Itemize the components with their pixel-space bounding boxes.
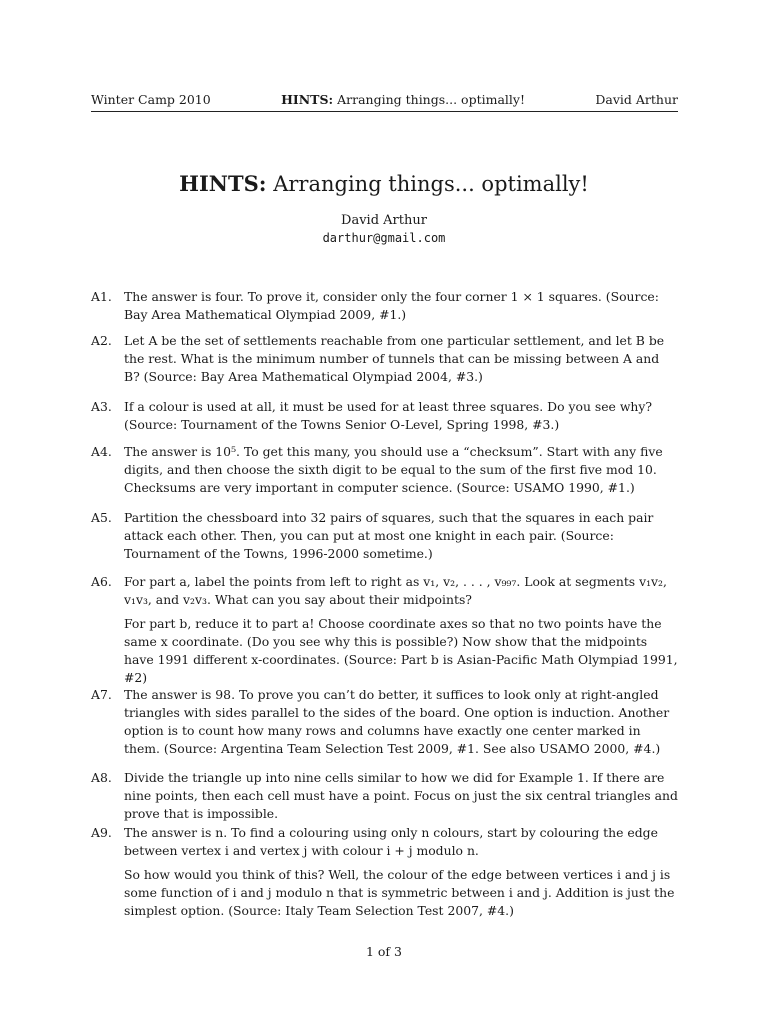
hint-a6 [91,573,678,687]
running-header [91,92,678,112]
hint-label: A5. [91,510,112,525]
hint-paragraph: The answer is 10⁵. To get this many, you should use a “checksum”. Start with any five digits, and then choose the sixth digit to be equal to the sum of the first five mod 10. Checksums are very important in computer science. (Source: USAMO 1990, #1.) [124,444,663,495]
author-email: darthur@gmail.com [322,231,446,245]
hint-paragraph: The answer is 98. To prove you can’t do better, it suffices to look only at right-angled triangles with sides parallel to the sides of the board. One option is induction. Another option is to count how many rows and columns have exactly one center marked in them. (Source: Argentina Team Selection Test 2009, #1. See also USAMO 2000, #4.) [124,687,670,756]
hint-paragraph: For part a, label the points from left to right as v₁, v₂, . . . , v₉₉₇. Look at segments v₁v₂, v₁v₃, and v₂v₃. What can you say about their midpoints? [124,574,667,607]
header-left: Winter Camp 2010 [91,92,211,107]
hint-a1 [91,288,678,324]
hint-label: A1. [91,289,112,304]
hint-label: A6. [91,574,112,589]
hint-a7 [91,686,678,758]
hint-paragraph: Let A be the set of settlements reachable from one particular settlement, and let B be the rest. What is the minimum number of tunnels that can be missing between A and B? (Source: Bay Area Mathematical Olympiad 2004, #3.) [124,333,665,384]
hint-paragraph: For part b, reduce it to part a! Choose coordinate axes so that no two points have the same x coordinate. (Do you see why this is possible?) Now show that the midpoints have 1991 different x-coordinates. (Source: Part b is Asian-Pacific Math Olympiad 1991, #2) [124,616,678,685]
hint-paragraph: If a colour is used at all, it must be used for at least three squares. Do you see why? (Source: Tournament of the Towns Senior O-Level, Spring 1998, #3.) [124,399,653,432]
hint-a2 [91,332,678,386]
hint-label: A9. [91,825,112,840]
hint-paragraph: The answer is four. To prove it, consider only the four corner 1 × 1 squares. (Source: Bay Area Mathematical Olympiad 2009, #1.) [124,289,659,322]
hint-label: A2. [91,333,112,348]
author-name: David Arthur [341,213,427,228]
hint-label: A3. [91,399,112,414]
page-number: 1 of 3 [365,944,402,959]
hint-a8 [91,769,678,823]
page-title [0,170,768,198]
hint-a3 [91,398,678,434]
hint-label: A4. [91,444,112,459]
hint-label: A8. [91,770,112,785]
page-title-bold: HINTS: [179,171,267,196]
header-middle-rest: Arranging things... optimally! [337,92,525,107]
hint-paragraph: Partition the chessboard into 32 pairs of squares, such that the squares in each pair attack each other. Then, you can put at most one knight in each pair. (Source: Tournament of the Towns, 1996-2000 sometime.) [124,510,654,561]
header-middle [281,92,525,108]
header-right: David Arthur [595,92,678,107]
hint-paragraph: Divide the triangle up into nine cells similar to how we did for Example 1. If there are nine points, then each cell must have a point. Focus on just the six central triangles and prove that is impossible. [124,770,678,821]
title-block [0,170,768,246]
hint-paragraph: The answer is n. To find a colouring using only n colours, start by colouring the edge between vertex i and vertex j with colour i + j modulo n. [124,825,658,858]
hint-a5 [91,509,678,563]
header-middle-bold: HINTS: [281,92,334,107]
hint-label: A7. [91,687,112,702]
hint-a4 [91,443,678,497]
hint-paragraph: So how would you think of this? Well, the colour of the edge between vertices i and j is some function of i and j modulo n that is symmetric between i and j. Addition is just the simplest option. (Source: Italy Team Selection Test 2007, #4.) [124,867,675,918]
hint-a9 [91,824,678,920]
page-title-rest: Arranging things... optimally! [273,172,589,196]
